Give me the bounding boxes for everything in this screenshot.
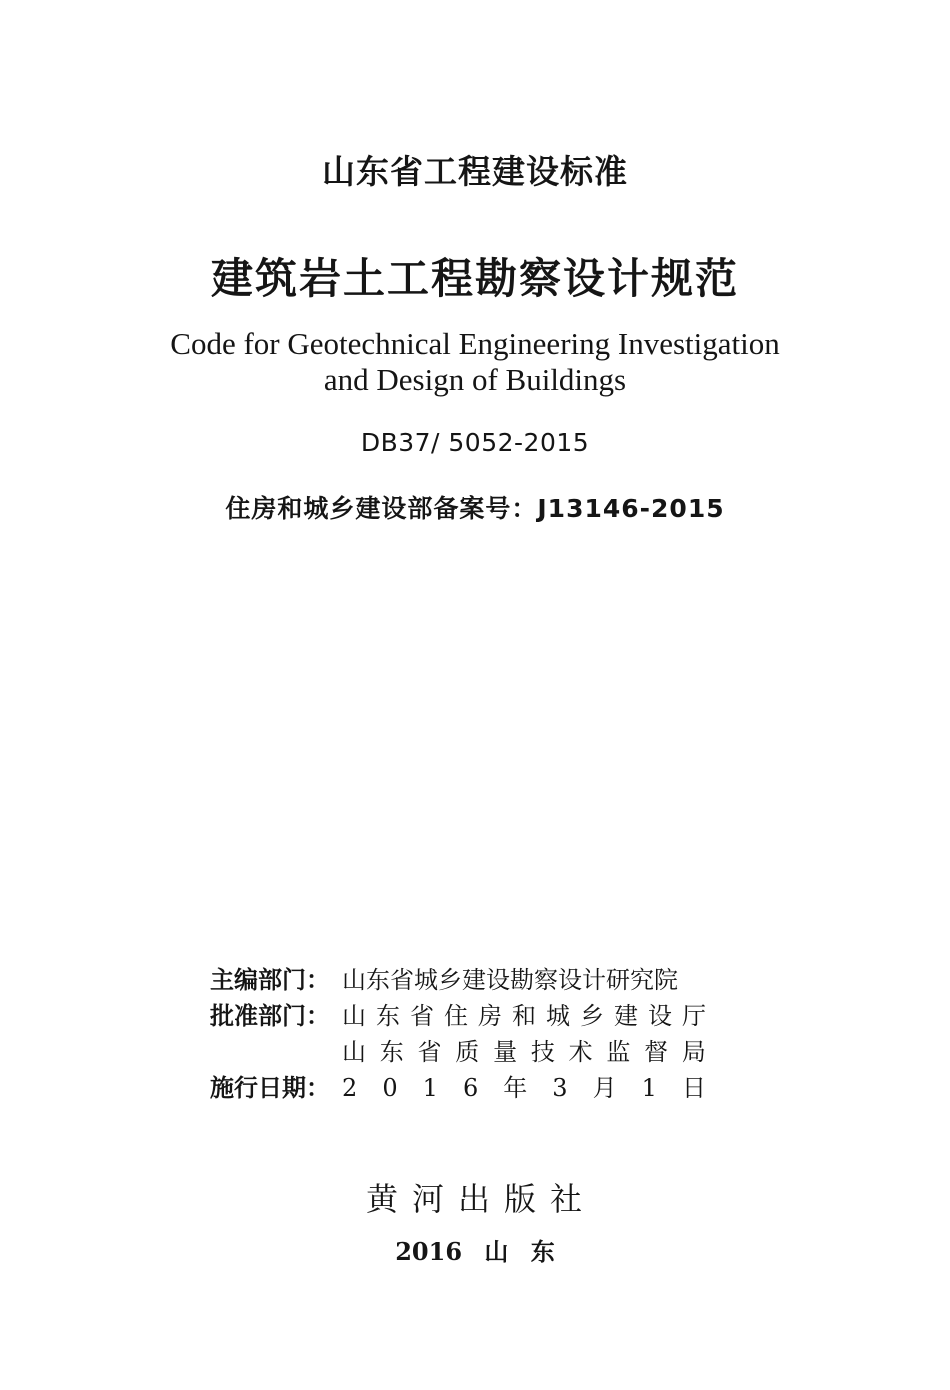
char: 山 (342, 1002, 366, 1030)
char: 日 (681, 1074, 706, 1102)
effective-date-row (210, 1070, 706, 1106)
char: 1 (422, 1074, 438, 1102)
approver-label: 批准部门： (210, 1001, 330, 1030)
char: 2 (342, 1074, 358, 1102)
char: 和 (512, 1002, 536, 1030)
char: 局 (681, 1038, 706, 1066)
char: 城 (546, 1002, 570, 1030)
series-title: 山东省工程建设标准 (322, 152, 628, 191)
editor-value: 山东省城乡建设勘察设计研究院 (342, 966, 678, 994)
char: 监 (606, 1038, 631, 1066)
approver-row (210, 998, 706, 1034)
editor-row (210, 962, 706, 998)
standard-code: DB37/ 5052-2015 (360, 428, 590, 457)
char: 东 (379, 1038, 404, 1066)
char: 东 (376, 1002, 400, 1030)
char: 设 (648, 1002, 672, 1030)
char: 住 (444, 1002, 468, 1030)
publisher-name: 黄河出版社 (365, 1180, 596, 1218)
char: 年 (503, 1074, 528, 1102)
char: 房 (478, 1002, 502, 1030)
publication-info (210, 962, 706, 1106)
char: 山 (342, 1038, 366, 1066)
english-title-line-2: and Design of Buildings (323, 362, 627, 397)
char: 1 (641, 1074, 657, 1102)
char: 0 (382, 1074, 398, 1102)
record-number: 住房和城乡建设部备案号：J13146-2015 (225, 494, 725, 523)
char: 厅 (682, 1002, 706, 1030)
char: 省 (410, 1002, 434, 1030)
char: 术 (568, 1038, 593, 1066)
editor-label: 主编部门： (210, 965, 330, 994)
approver-value-2 (342, 1034, 706, 1070)
approver-row-2 (210, 1034, 706, 1070)
char: 技 (530, 1038, 555, 1066)
char: 乡 (580, 1002, 604, 1030)
char: 月 (592, 1074, 617, 1102)
english-title-line-1: Code for Geotechnical Engineering Investigation (170, 326, 780, 361)
imprint-year-place: 2016 山 东 (395, 1237, 555, 1266)
char: 3 (552, 1074, 568, 1102)
effective-date-value (342, 1070, 706, 1106)
document-title-chinese: 建筑岩土工程勘察设计规范 (210, 254, 739, 303)
char: 建 (614, 1002, 638, 1030)
approver-value-1 (342, 998, 706, 1034)
char: 质 (455, 1038, 480, 1066)
char: 省 (417, 1038, 442, 1066)
char: 6 (462, 1074, 479, 1102)
document-title-english (0, 326, 950, 398)
char: 量 (493, 1038, 518, 1066)
effective-date-label: 施行日期： (210, 1073, 330, 1102)
char: 督 (644, 1038, 669, 1066)
